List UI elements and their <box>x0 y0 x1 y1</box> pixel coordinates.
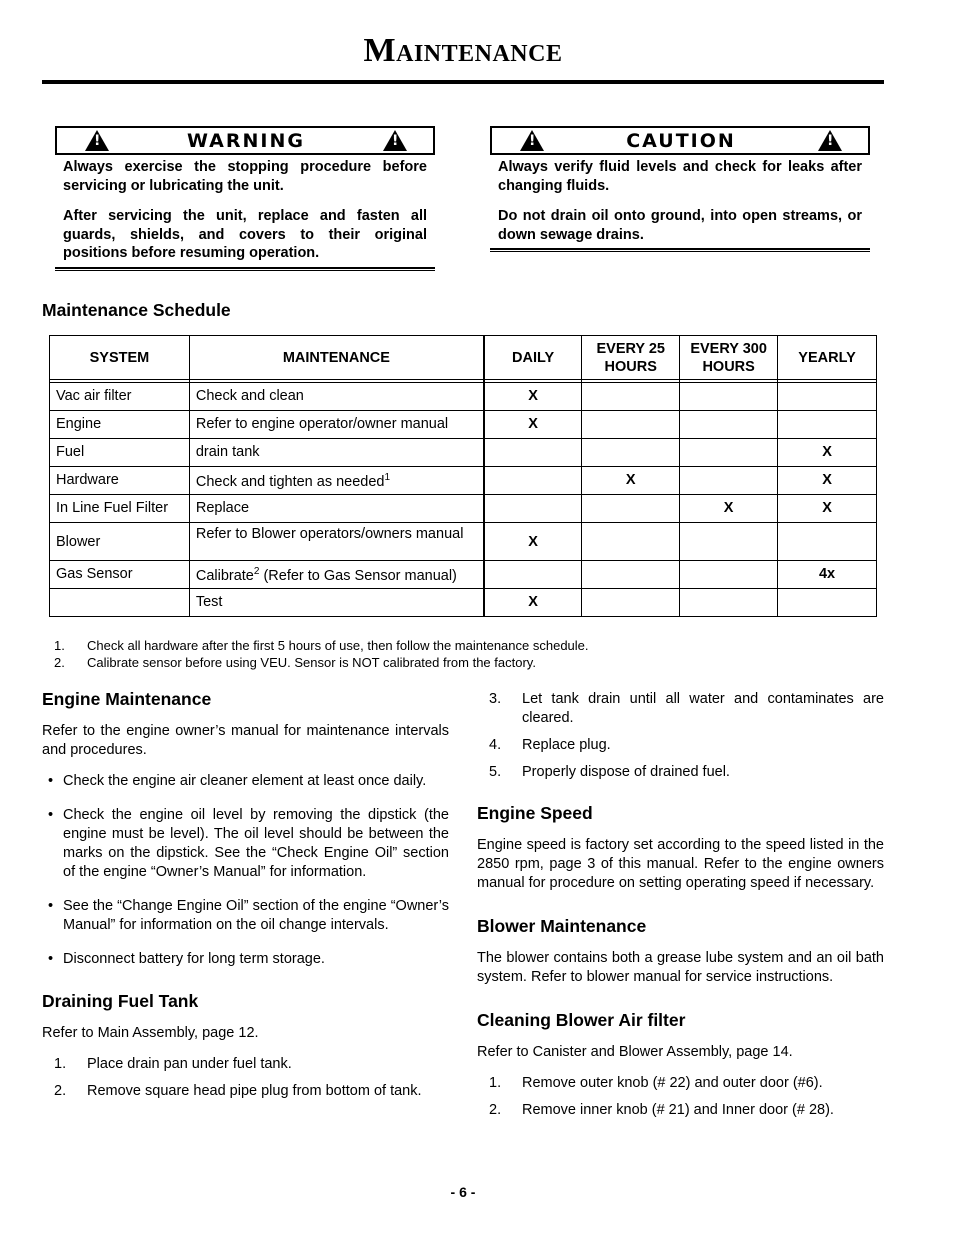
list-item: • Disconnect battery for long term storage. <box>42 950 449 969</box>
footnote-text: Check all hardware after the first 5 hours of use, then follow the maintenance schedule. <box>87 638 589 653</box>
cell-yearly: 4x <box>778 561 877 589</box>
table-header-row <box>50 336 877 380</box>
cell-every-300 <box>680 523 778 561</box>
cell-every-25 <box>582 383 680 411</box>
engine-speed-text: Engine speed is factory set according to the speed listed in the 2850 rpm, page 3 of this manual. Refer to the engine owners manual for procedure on setting operating speed if necessary. <box>477 837 884 891</box>
step-number: 2. <box>54 1083 67 1099</box>
title-rule <box>42 80 884 84</box>
footnote-ref: 1 <box>384 472 391 484</box>
cleaning-steps-list <box>477 1074 884 1120</box>
cell-yearly: X <box>778 495 877 523</box>
step-number: 5. <box>489 764 502 780</box>
header-every-300 <box>680 336 778 380</box>
cell-system: Fuel <box>50 439 190 467</box>
cell-every-25 <box>582 495 680 523</box>
table-row <box>50 495 877 523</box>
cell-maintenance: Refer to Blower operators/owners manual <box>189 523 484 561</box>
blower-maintenance-heading: Blower Maintenance <box>477 916 647 936</box>
draining-fuel-tank-heading: Draining Fuel Tank <box>42 991 199 1011</box>
cell-every-25 <box>582 523 680 561</box>
warning-label: WARNING <box>187 129 305 152</box>
cell-system <box>50 589 190 617</box>
table-row <box>50 589 877 617</box>
cell-system: Hardware <box>50 467 190 495</box>
warning-triangle-icon <box>383 130 407 151</box>
engine-maintenance-heading: Engine Maintenance <box>42 689 212 709</box>
table-row <box>50 467 877 495</box>
cell-every-25: X <box>582 467 680 495</box>
caution-body <box>490 155 870 244</box>
cell-daily: X <box>484 383 582 411</box>
step-text: Properly dispose of drained fuel. <box>522 764 730 780</box>
cell-system: In Line Fuel Filter <box>50 495 190 523</box>
cell-every-25 <box>582 411 680 439</box>
step-number: 1. <box>489 1075 502 1091</box>
cell-daily <box>484 439 582 467</box>
cell-system: Engine <box>50 411 190 439</box>
list-item <box>477 1101 884 1120</box>
table-row <box>50 383 877 411</box>
cell-every-25 <box>582 439 680 467</box>
caution-triangle-icon <box>520 130 544 151</box>
cell-daily <box>484 561 582 589</box>
list-item <box>477 763 884 782</box>
cell-every-300 <box>680 383 778 411</box>
cell-daily: X <box>484 589 582 617</box>
cell-yearly <box>778 383 877 411</box>
step-text: Let tank drain until all water and contaminates are cleared. <box>522 691 884 726</box>
maintenance-schedule-table <box>49 335 877 617</box>
cell-every-300: X <box>680 495 778 523</box>
footnote <box>54 637 589 654</box>
header-every-300-l1: EVERY 300 <box>690 340 767 357</box>
caution-text-2: Do not drain oil onto ground, into open streams, or down sewage drains. <box>498 208 862 243</box>
schedule-heading: Maintenance Schedule <box>42 300 231 320</box>
step-number: 3. <box>489 691 502 707</box>
cell-maintenance-text-after: (Refer to Gas Sensor manual) <box>259 568 457 584</box>
cell-maintenance-text: Check and tighten as needed <box>195 474 385 490</box>
list-item <box>42 1082 449 1101</box>
cell-every-300 <box>680 589 778 617</box>
footnote <box>54 654 589 671</box>
header-maintenance: MAINTENANCE <box>189 336 484 380</box>
cell-yearly: X <box>778 439 877 467</box>
cell-maintenance: Check and clean <box>189 383 484 411</box>
blower-maintenance-text: The blower contains both a grease lube system and an oil bath system. Refer to blower manual for service instructions. <box>477 950 884 985</box>
cell-every-25 <box>582 589 680 617</box>
warning-text-1: Always exercise the stopping procedure before servicing or lubricating the unit. <box>63 159 427 194</box>
header-every-25-l2: HOURS <box>604 358 657 375</box>
cell-system: Gas Sensor <box>50 561 190 589</box>
table-row <box>50 411 877 439</box>
cell-yearly <box>778 523 877 561</box>
list-item <box>477 736 884 755</box>
caution-triangle-icon <box>818 130 842 151</box>
caution-box <box>490 126 870 252</box>
cell-every-300 <box>680 467 778 495</box>
cleaning-blower-filter-intro: Refer to Canister and Blower Assembly, page 14. <box>477 1044 793 1060</box>
engine-speed-heading: Engine Speed <box>477 803 593 823</box>
list-item: • Check the engine oil level by removing the dipstick (the engine must be level). The oil level should be between the marks on the dipstick. See the “Check Engine Oil” section of the engine “Owner’s Manual” for information. <box>42 806 449 882</box>
step-text: Replace plug. <box>522 737 611 753</box>
cleaning-blower-filter-heading: Cleaning Blower Air filter <box>477 1010 686 1030</box>
warning-bottom-rule <box>55 267 435 271</box>
cell-yearly <box>778 411 877 439</box>
header-system: SYSTEM <box>50 336 190 380</box>
header-daily: DAILY <box>484 336 582 380</box>
cell-every-300 <box>680 411 778 439</box>
table-footnotes <box>54 637 589 671</box>
table-row <box>50 561 877 589</box>
cell-daily: X <box>484 411 582 439</box>
caution-text-1: Always verify fluid levels and check for leaks after changing fluids. <box>498 159 862 194</box>
cell-every-300 <box>680 561 778 589</box>
cell-maintenance <box>189 561 484 589</box>
warning-box <box>55 126 435 271</box>
cell-every-300 <box>680 439 778 467</box>
step-text: Place drain pan under fuel tank. <box>87 1056 292 1072</box>
step-text: Remove square head pipe plug from bottom of tank. <box>87 1083 422 1099</box>
caution-bottom-rule <box>490 248 870 252</box>
cell-daily <box>484 495 582 523</box>
header-every-25 <box>582 336 680 380</box>
step-number: 2. <box>489 1102 502 1118</box>
step-text: Remove inner knob (# 21) and Inner door (# 28). <box>522 1102 834 1118</box>
warning-body <box>55 155 435 263</box>
page-number: - 6 - <box>450 1184 476 1200</box>
caution-header <box>490 126 870 155</box>
list-item <box>42 1055 449 1074</box>
cell-every-25 <box>582 561 680 589</box>
step-number: 4. <box>489 737 502 753</box>
footnote-number: 1. <box>54 638 65 653</box>
draining-steps-list-continued <box>477 690 884 782</box>
engine-maintenance-intro: Refer to the engine owner’s manual for maintenance intervals and procedures. <box>42 723 449 758</box>
table-row <box>50 439 877 467</box>
footnote-ref: 2 <box>253 566 260 578</box>
left-column <box>42 690 449 1109</box>
draining-steps-list <box>42 1055 449 1101</box>
cell-maintenance <box>189 467 484 495</box>
header-yearly: YEARLY <box>778 336 877 380</box>
step-text: Remove outer knob (# 22) and outer door (#6). <box>522 1075 823 1091</box>
cell-maintenance-text: Calibrate <box>195 568 254 584</box>
cell-maintenance: Replace <box>189 495 484 523</box>
footnote-number: 2. <box>54 655 65 670</box>
list-item: • See the “Change Engine Oil” section of the engine “Owner’s Manual” for information on the oil change intervals. <box>42 897 449 935</box>
list-item <box>477 1074 884 1093</box>
list-item <box>477 690 884 728</box>
cell-yearly: X <box>778 467 877 495</box>
cell-yearly <box>778 589 877 617</box>
warning-text-2: After servicing the unit, replace and fasten all guards, shields, and covers to their original positions before resuming operation. <box>63 208 427 261</box>
cell-maintenance: Refer to engine operator/owner manual <box>189 411 484 439</box>
cell-system: Vac air filter <box>50 383 190 411</box>
step-number: 1. <box>54 1056 67 1072</box>
list-item: • Check the engine air cleaner element at least once daily. <box>42 772 449 791</box>
warning-header <box>55 126 435 155</box>
cell-maintenance: drain tank <box>189 439 484 467</box>
footnote-text: Calibrate sensor before using VEU. Sensor is NOT calibrated from the factory. <box>87 655 536 670</box>
cell-maintenance: Test <box>189 589 484 617</box>
header-every-25-l1: EVERY 25 <box>596 340 665 357</box>
right-column <box>477 690 884 1128</box>
header-every-300-l2: HOURS <box>702 358 755 375</box>
caution-label: CAUTION <box>626 129 736 152</box>
cell-daily <box>484 467 582 495</box>
cell-system: Blower <box>50 523 190 561</box>
engine-maintenance-list <box>42 772 449 969</box>
warning-triangle-icon <box>85 130 109 151</box>
draining-fuel-tank-intro: Refer to Main Assembly, page 12. <box>42 1025 259 1041</box>
cell-daily: X <box>484 523 582 561</box>
table-row <box>50 523 877 561</box>
page-title: Maintenance <box>363 32 563 69</box>
